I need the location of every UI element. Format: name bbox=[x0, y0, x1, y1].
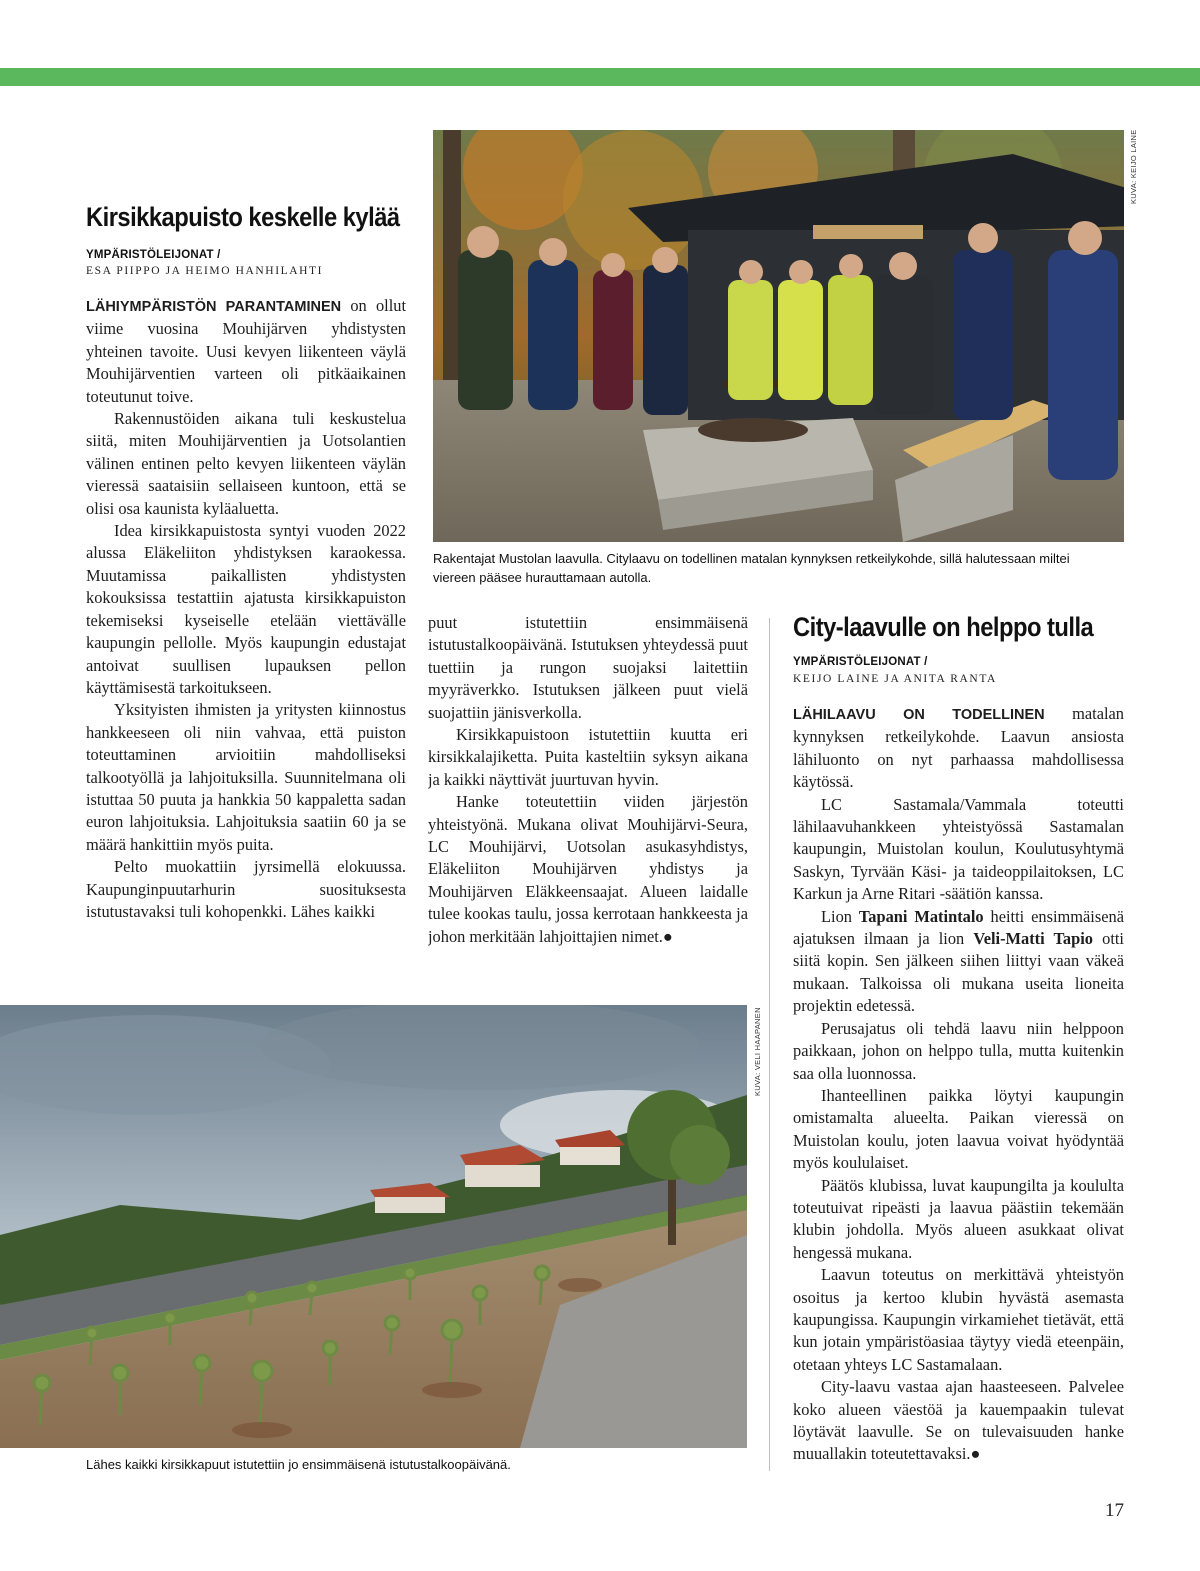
article2-lead: LÄHILAAVU ON TODELLINEN bbox=[793, 707, 1045, 723]
article2-p7: Laavun toteutus on merkittävä yhteistyön osoitus ja kertoo klubin hyvästä asemasta kaupungissa. Kaupungin virkamiehet tietävät, että kun jotain ympäristöasiaa täytyy viedä eteenpäin, otetaan yhteys LC Sastamalaan. bbox=[793, 1265, 1124, 1374]
orchard-photo-illustration bbox=[0, 1005, 747, 1448]
accent-bar bbox=[0, 68, 1200, 86]
orchard-photo-caption: Lähes kaikki kirsikkapuut istutettiin jo ensimmäisenä istutustalkoopäivänä. bbox=[86, 1457, 511, 1472]
shelter-photo bbox=[433, 130, 1124, 542]
article2-p2: LC Sastamala/Vammala toteutti lähilaavuhankkeen yhteistyössä Sastamalan kaupungin, Muistolan koulun, Koulutusyhtymä Saskyn, Tyrvään Käsi- ja taideoppilaitoksen, LC Karkun ja Arne Ritari -säätiön kanssa. bbox=[793, 794, 1124, 904]
article1-col1-p4: Yksityisten ihmisten ja yritysten kiinnostus hankkeeseen oli niin vahvaa, että puiston toteuttaminen arvioitiin mahdolliseksi talkootyöllä ja lahjoituksilla. Suunnitelmana oli istuttaa 50 puuta ja hankkia 50 kappaletta sadan euron lahjoituksia. Lahjoituksia saatiin 60 ja se määrä hankittiin myös puita. bbox=[86, 700, 406, 854]
orchard-photo-credit: KUVA: VELI HAAPANEN bbox=[753, 1007, 762, 1096]
person-name: Tapani Matintalo bbox=[858, 906, 984, 926]
article1-end-mark: ● bbox=[662, 926, 673, 946]
page-number: 17 bbox=[1105, 1500, 1124, 1521]
article1-col2-p3 bbox=[428, 791, 748, 948]
article1-col2-p3-text: Hanke toteutettiin viiden järjestön yhteistyönä. Mukana olivat Mouhijärvi-Seura, LC Mouhijärvi, Uotsolan asukasyhdistys, Eläkeliiton Mouhijärven yhdistys ja Mouhijärven Eläkkeensaajat. Alueen laidalle tulee kookas taulu, jossa kerrotaan hankkeesta ja johon merkitään lahjoittajien nimet. bbox=[428, 792, 748, 946]
shelter-photo-credit: KUVA: KEIJO LAINE bbox=[1129, 129, 1138, 204]
article1-lead: LÄHIYMPÄRISTÖN PARANTAMINEN bbox=[86, 299, 342, 315]
article2-p8 bbox=[793, 1376, 1124, 1466]
shelter-photo-illustration bbox=[433, 130, 1124, 542]
shelter-photo-caption: Rakentajat Mustolan laavulla. Citylaavu on todellinen matalan kynnyksen retkeilykohde, sillä halutessaan miltei viereen pääsee hurauttamaan autolla. bbox=[433, 551, 1070, 585]
article1-col1-p3: Idea kirsikkapuistosta syntyi vuoden 2022 alussa Eläkeliiton yhdistyksen karaokessa. Muutamissa paikallisten yhdistysten kokouksissa testattiin ajatusta kirsikkapuiston tekemiseksi kyseiselle etelään viettävälle kaupungin pellolle. Myös kaupungin edustajat antoivat suullisen lupauksen pellon käyttämisestä tarkoitukseen. bbox=[86, 521, 406, 697]
article2-authors: KEIJO LAINE JA ANITA RANTA bbox=[793, 673, 997, 685]
article1-col2-p2: Kirsikkapuistoon istutettiin kuutta eri kirsikkalajiketta. Puita kasteltiin syksyn aikana ja kaikki näyttivät juurtuvan hyvin. bbox=[428, 725, 748, 789]
article1-col2-p1: puut istutettiin ensimmäisenä istutustalkoopäivänä. Istutuksen yhteydessä puut tuettiin ja rungon suojaksi laitettiin myyräverkko. Istutuksen jälkeen puut vielä suojattiin jänisverkolla. bbox=[428, 613, 748, 722]
article2-p1 bbox=[793, 703, 1124, 794]
article1-authors: ESA PIIPPO JA HEIMO HANHILAHTI bbox=[86, 265, 324, 277]
article2-kicker: YMPÄRISTÖLEIJONAT / bbox=[793, 656, 928, 668]
article1-column1 bbox=[86, 295, 406, 985]
article2-p5: Ihanteellinen paikka löytyi kaupungin omistamalta alueelta. Paikan vieressä on Muistolan koulu, joten laavua voivat hyödyntää myös koululaiset. bbox=[793, 1085, 1124, 1173]
article2-headline: City-laavulle on helppo tulla bbox=[793, 612, 1094, 642]
article1-col1-p5: Pelto muokattiin jyrsimellä elokuussa. Kaupunginpuutarhurin suosituksesta istutustavaksi tuli kohopenkki. Lähes kaikki bbox=[86, 857, 406, 921]
article2-end-mark: ● bbox=[970, 1444, 981, 1464]
article1-headline: Kirsikkapuisto keskelle kylää bbox=[86, 202, 400, 232]
article1-col1-p2: Rakennustöiden aikana tuli keskustelua siitä, miten Mouhijärventien ja Uotsolantien välinen entinen pelto kevyen liikenteen väylän vieressä saataisiin sellaiseen kuntoon, että se olisi osa kaunista kyläaluetta. bbox=[86, 409, 406, 518]
article2-p8-text: City-laavu vastaa ajan haasteeseen. Palvelee koko alueen väestöä ja kauempaakin tulevat löytävät laavulle. Se on tulevaisuuden hanke muuallakin toteutettavaksi. bbox=[793, 1377, 1124, 1464]
orchard-photo bbox=[0, 1005, 747, 1448]
article1-col1-p1: on ollut viime vuosina Mouhijärven yhdistysten yhteinen tavoite. Uusi kevyen liikenteen väylä Mouhijärventien varteen oli pitkäaikainen toteutunut toive. bbox=[86, 296, 406, 406]
article2-p1-text: matalan kynnyksen retkeilykohde. Laavun ansiosta lähiluonto on nyt parhaassa mahdollisessa käytössä. bbox=[793, 704, 1124, 792]
article2-p3-c: otti siitä kopin. Sen jälkeen siihen liittyi vaan väkeä mukaan. Talkoissa oli mukana useita lioneita projektin edetessä. bbox=[793, 929, 1124, 1016]
person-name: Veli-Matti Tapio bbox=[973, 929, 1093, 949]
article2-p4: Perusajatus oli tehdä laavu niin helppoon paikkaan, johon on helppo tulla, mutta kuitenkin saa olla luonnossa. bbox=[793, 1018, 1124, 1083]
article2-column bbox=[793, 703, 1124, 1483]
article2-p3-b: heitti ensimmäisenä ajatuksen ilmaan ja lion bbox=[793, 906, 1124, 949]
article1-column2 bbox=[428, 612, 748, 984]
article2-p3-a: Lion bbox=[821, 906, 859, 926]
article2-p6: Päätös klubissa, luvat kaupungilta ja koululta toteutuivat ripeästi ja laavua päästiin tekemään klubin johdolla. Myös alueen asukkaat olivat hengessä mukana. bbox=[793, 1175, 1124, 1262]
article1-col1-paragraph bbox=[86, 295, 406, 408]
article2-p3 bbox=[793, 906, 1124, 1018]
column-divider bbox=[769, 618, 770, 1471]
article1-kicker: YMPÄRISTÖLEIJONAT / bbox=[86, 249, 221, 261]
